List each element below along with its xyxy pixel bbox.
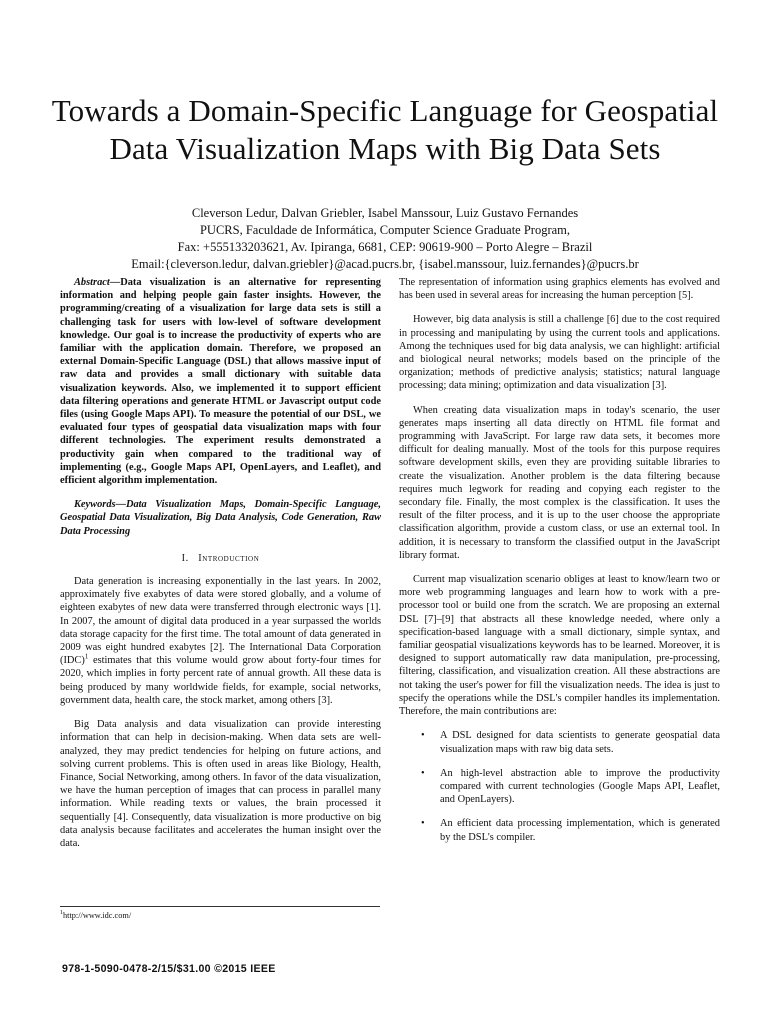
contribution-text: A DSL designed for data scientists to generate geospatial data visualization maps with raw big data sets.	[440, 730, 720, 755]
contributions-list	[399, 729, 720, 843]
right-paragraph-4: Current map visualization scenario obliges at least to know/learn two or more web programming languages and learn how to work with a pre-processor tool or build one from the scratch. We are proposing an external DSL [7]–[9] that abstracts all these knowledge needed, where only a specification-based language with a small dictionary, simple syntax, and familiar geospatial visualizations keywords has to be learned. Moreover, it is designed to support automatically raw data manipulation, pre-processing, filtering, classification, and visualization creation. All these abstractions are not taking the user's power for fill the visualization needs. The idea is just to specify the operations while the DSL's compiler handles its implementation. Therefore, the main contributions are:	[399, 574, 720, 718]
bullet-icon: •	[421, 818, 425, 830]
intro-paragraph-1	[60, 575, 381, 707]
right-paragraph-1: The representation of information using graphics elements has evolved and has been used in several areas for increasing the human perception [5].	[399, 277, 720, 302]
list-item	[399, 767, 720, 807]
footnote	[60, 906, 381, 920]
title-line-1: Towards a Domain-Specific Language for Geospatial	[51, 93, 719, 128]
footnote-ref: 1	[84, 652, 89, 661]
right-column	[399, 276, 720, 855]
section-title: Introduction	[198, 552, 260, 564]
abstract-text: —Data visualization is an alternative for representing information and helping people gain faster insights. However, the programming/creating of a visualization for large data sets is still a challenging task for users with low-level of software development knowledge. Our goal is to increase the productivity of experts who are familiar with the application domain. Therefore, we proposed an external Domain-Specific Language (DSL) that allows massive input of raw data and provides a small dictionary with suitable data visualization keywords. Also, we implemented it to support efficient data filtering operations and generate HTML or Javascript output code files (using Google Maps API). To measure the potential of our DSL, we evaluated four types of geospatial data visualization maps with four different technologies. The experiment results demonstrated a productivity gain when compared to the traditional way of implementing (e.g., Google Maps API, OpenLayers, and Leaflet), and efficient algorithm implementation.	[60, 277, 381, 487]
author-affiliation: PUCRS, Faculdade de Informática, Computer Science Graduate Program,	[199, 223, 571, 237]
footnote-link[interactable]: http://www.idc.com/	[63, 911, 132, 920]
intro-paragraph-2: Big Data analysis and data visualization can provide interesting information that can help in decision-making. When data sets are well-analyzed, they may predict tendencies for helping on future actions, and solving current problems. This is often used in areas like Biology, Health, Finance, Social Networking, among others. In favor of the data visualization, we have the human perception of images that can process in parallel many information. While reading texts or values, the brain processed it sequentially [4]. Consequently, data visualization is more productive on big data analysis because facilitates and accelerates the human insight over the data.	[60, 719, 381, 849]
intro-paragraph-1-part-a: Data generation is increasing exponentially in the last years. In 2002, approximately five exabytes of data were stored globally, and a volume of eighteen exabytes of new data were transferred through electronic ways [1]. In 2007, the amount of digital data produced in a year surpassed the worlds data storage capacity for the first time. The total amount of data generated in 2009 was eight hundred exabytes [2]. The International Data Corporation (IDC)	[60, 576, 381, 667]
author-email: Email:{cleverson.ledur, dalvan.griebler}@acad.pucrs.br, {isabel.manssour, luiz.fernandes}@pucrs.br	[131, 257, 639, 271]
section-number: I.	[181, 552, 189, 564]
right-paragraph-3: When creating data visualization maps in today's scenario, the user generates maps inserting all data directly on HTML file format and programming with JavaScript. For large raw data sets, it becomes more difficult for dealing manually. Most of the tools for this purpose requires software development skills, even they are providing suitable libraries to create the visualization. Another problem is the data filtering because requires much legwork for reading and copying each register to the secondary file. Finally, the most complex is the classification. It uses the result of the filter process, and it is up to the user choose the appropriate classification algorithm, provide a custom class, or use an external tool. In addition, it is necessary to transform the classified output in the JavaScript library format.	[399, 404, 720, 561]
bullet-icon: •	[421, 730, 425, 742]
keywords-label: Keywords	[74, 499, 116, 511]
abstract-label: Abstract	[74, 277, 110, 288]
list-item	[399, 817, 720, 843]
copyright-notice: 978-1-5090-0478-2/15/$31.00 ©2015 IEEE	[62, 963, 276, 975]
footnote-mark: 1	[60, 910, 63, 917]
paper-title	[40, 92, 730, 168]
intro-paragraph-1-part-b: estimates that this volume would grow about forty-four times for 2020, which implies in forty percent rate of annual growth. All these data is being produced by many worldwide fields, for example, social networks, government data, health care, the stock market, among others [3].	[60, 655, 381, 706]
keywords-text: —Data Visualization Maps, Domain-Specific Language, Geospatial Data Visualization, Big Data Analysis, Code Generation, Raw Data Processing	[60, 499, 381, 537]
abstract	[60, 276, 381, 487]
list-item	[399, 729, 720, 755]
author-address: Fax: +555133203621, Av. Ipiranga, 6681, CEP: 90619-900 – Porto Alegre – Brazil	[177, 240, 593, 254]
left-column	[60, 276, 381, 861]
author-names: Cleverson Ledur, Dalvan Griebler, Isabel Manssour, Luiz Gustavo Fernandes	[191, 206, 579, 220]
section-heading	[60, 552, 381, 565]
bullet-icon: •	[421, 767, 425, 779]
title-line-2: Data Visualization Maps with Big Data Sets	[109, 131, 661, 166]
contribution-text: An high-level abstraction able to improve the productivity compared with current technologies (Google Maps API, Leaflet, and OpenLayers).	[440, 767, 720, 806]
contribution-text: An efficient data processing implementation, which is generated by the DSL's compiler.	[440, 818, 720, 843]
author-block	[40, 205, 730, 273]
right-paragraph-2: However, big data analysis is still a challenge [6] due to the cost required in processing and manipulating by using the current tools and applications. Among the techniques used for big data analysis, we can highlight: artificial and biological neural networks; models based on the principle of the organization; methods of predictive analysis; statistics; natural language processing; data mining; optimization and data visualization [3].	[399, 314, 720, 392]
footnote-divider	[60, 906, 380, 907]
keywords	[60, 498, 381, 538]
